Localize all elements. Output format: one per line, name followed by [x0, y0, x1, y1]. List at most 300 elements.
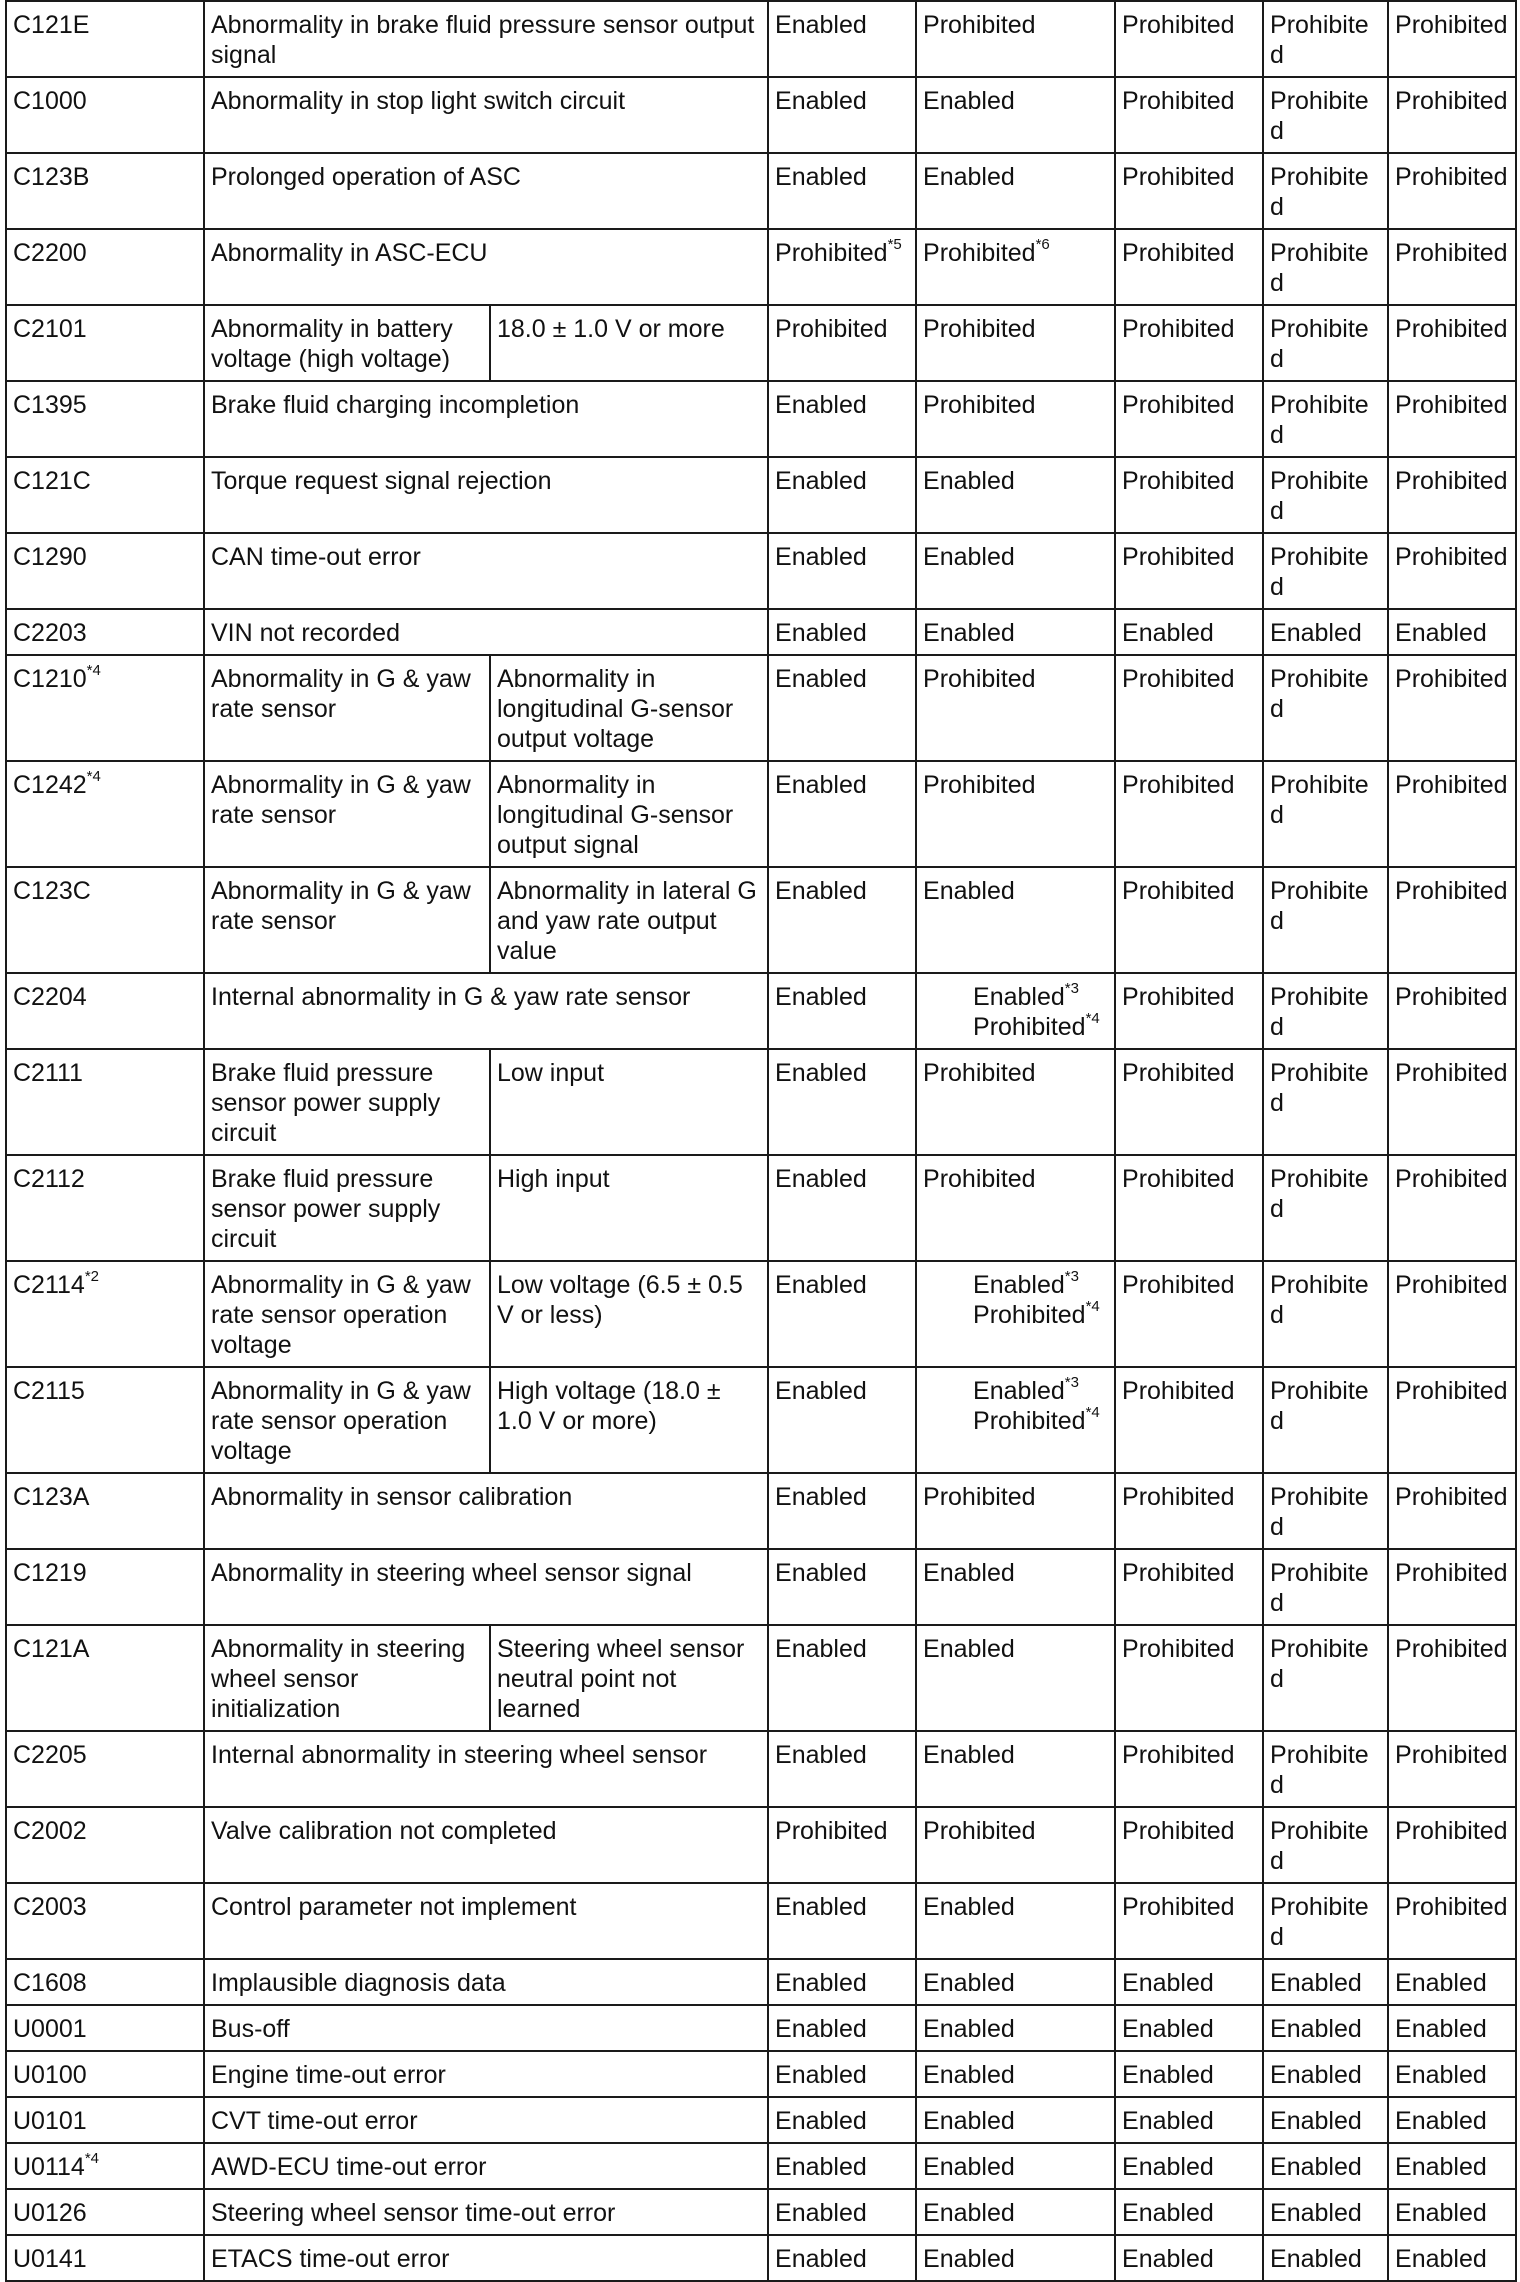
status-text: Enabled — [923, 2107, 1015, 2135]
status-text: Prohibited — [1122, 87, 1235, 115]
status-text: Enabled — [775, 1483, 867, 1511]
dtc-code-cell — [6, 533, 204, 609]
status-text: Prohibited — [1395, 1271, 1508, 1299]
table-row — [6, 1883, 1516, 1959]
table-row — [6, 305, 1516, 381]
status-text: Prohibited — [1122, 665, 1235, 693]
table-row — [6, 1049, 1516, 1155]
status-text: Prohibited — [1122, 391, 1235, 419]
status-cell-5 — [1388, 1049, 1516, 1155]
status-cell-3 — [1115, 153, 1263, 229]
status-cell-1 — [768, 1049, 916, 1155]
status-line — [973, 1403, 1109, 1436]
dtc-code: C121A — [13, 1635, 90, 1663]
status-text: Prohibited — [1122, 1817, 1235, 1845]
status-cell-2 — [916, 655, 1115, 761]
status-cell-1 — [768, 2143, 916, 2189]
status-text: Enabled — [775, 1559, 867, 1587]
table-row — [6, 1155, 1516, 1261]
status-cell-1 — [768, 1367, 916, 1473]
status-text: Prohibited — [1270, 1559, 1369, 1617]
status-cell-3 — [1115, 2235, 1263, 2281]
status-text: Prohibited — [1395, 543, 1508, 571]
table-row — [6, 2005, 1516, 2051]
status-cell-1 — [768, 867, 916, 973]
dtc-description: Abnormality in G & yaw rate sensor — [204, 867, 490, 973]
status-text: Prohibited — [1395, 665, 1508, 693]
status-cell-2 — [916, 2235, 1115, 2281]
status-cell-2 — [916, 2005, 1115, 2051]
dtc-condition: High voltage (18.0 ± 1.0 V or more) — [490, 1367, 768, 1473]
dtc-description: Abnormality in G & yaw rate sensor — [204, 655, 490, 761]
status-cell-2 — [916, 1625, 1115, 1731]
status-cell-4 — [1263, 533, 1388, 609]
status-text: Enabled — [1270, 619, 1362, 647]
table-row — [6, 1731, 1516, 1807]
status-cell-1 — [768, 77, 916, 153]
dtc-code-cell — [6, 1, 204, 77]
table-row — [6, 1, 1516, 77]
status-text: Prohibited — [775, 239, 888, 267]
dtc-code-cell — [6, 1731, 204, 1807]
dtc-description: Valve calibration not completed — [204, 1807, 768, 1883]
status-text: Prohibited — [1122, 1741, 1235, 1769]
dtc-table-body — [6, 1, 1516, 2281]
table-row — [6, 609, 1516, 655]
status-text: Enabled — [923, 2199, 1015, 2227]
status-cell-4 — [1263, 1, 1388, 77]
status-cell-5 — [1388, 381, 1516, 457]
status-text: Enabled — [923, 2015, 1015, 2043]
status-cell-2 — [916, 2143, 1115, 2189]
status-text: Prohibited — [1270, 771, 1369, 829]
dtc-code-cell — [6, 1807, 204, 1883]
dtc-description: Brake fluid charging incompletion — [204, 381, 768, 457]
dtc-code: C2115 — [13, 1377, 85, 1405]
status-text: Prohibited — [1122, 983, 1235, 1011]
status-cell-5 — [1388, 1883, 1516, 1959]
status-text: Enabled — [973, 983, 1065, 1011]
status-cell-2 — [916, 609, 1115, 655]
status-text: Enabled — [775, 467, 867, 495]
status-text: Prohibited — [1395, 1559, 1508, 1587]
dtc-code-cell — [6, 153, 204, 229]
dtc-code-cell — [6, 1049, 204, 1155]
status-text: Prohibited — [1395, 11, 1508, 39]
status-text: Prohibited — [1122, 163, 1235, 191]
status-cell-3 — [1115, 1155, 1263, 1261]
status-cell-3 — [1115, 1049, 1263, 1155]
status-cell-3 — [1115, 2097, 1263, 2143]
status-text: Prohibited — [1395, 163, 1508, 191]
table-row — [6, 655, 1516, 761]
status-text: Prohibited — [1395, 315, 1508, 343]
status-cell-2 — [916, 973, 1115, 1049]
status-line — [973, 1373, 1109, 1406]
status-cell-4 — [1263, 2097, 1388, 2143]
status-cell-5 — [1388, 1731, 1516, 1807]
dtc-code-cell — [6, 2143, 204, 2189]
status-cell-4 — [1263, 1549, 1388, 1625]
status-text: Enabled — [923, 467, 1015, 495]
status-cell-2 — [916, 761, 1115, 867]
status-text: Prohibited — [923, 11, 1036, 39]
status-text: Prohibited — [923, 391, 1036, 419]
status-cell-1 — [768, 1731, 916, 1807]
status-cell-4 — [1263, 305, 1388, 381]
status-text: Prohibited — [1270, 665, 1369, 723]
status-cell-4 — [1263, 229, 1388, 305]
table-row — [6, 2189, 1516, 2235]
status-text: Enabled — [775, 1635, 867, 1663]
status-cell-4 — [1263, 761, 1388, 867]
dtc-code: U0100 — [13, 2061, 87, 2089]
dtc-description: Torque request signal rejection — [204, 457, 768, 533]
footnote-marker: *2 — [84, 1267, 100, 1285]
table-row — [6, 1625, 1516, 1731]
status-cell-3 — [1115, 867, 1263, 973]
status-cell-1 — [768, 1625, 916, 1731]
dtc-code: C2204 — [13, 983, 87, 1011]
status-text: Prohibited — [923, 771, 1036, 799]
status-cell-5 — [1388, 2143, 1516, 2189]
dtc-code-cell — [6, 77, 204, 153]
status-line — [973, 1267, 1109, 1300]
status-text: Enabled — [775, 2015, 867, 2043]
status-text: Enabled — [1122, 2153, 1214, 2181]
status-text: Enabled — [775, 2245, 867, 2273]
status-text: Prohibited — [1270, 877, 1369, 935]
status-cell-5 — [1388, 609, 1516, 655]
status-text: Enabled — [1270, 2107, 1362, 2135]
status-text: Prohibited — [1122, 877, 1235, 905]
status-cell-2 — [916, 1049, 1115, 1155]
status-cell-2 — [916, 1367, 1115, 1473]
footnote-marker: *3 — [1064, 1373, 1079, 1391]
status-text: Prohibited — [1395, 391, 1508, 419]
dtc-code-cell — [6, 973, 204, 1049]
status-text: Prohibited — [1395, 877, 1508, 905]
dtc-code-cell — [6, 229, 204, 305]
dtc-condition: Low input — [490, 1049, 768, 1155]
dtc-code-cell — [6, 1261, 204, 1367]
status-stack — [923, 979, 1109, 1042]
status-text: Enabled — [775, 1271, 867, 1299]
dtc-code-cell — [6, 2051, 204, 2097]
status-text: Prohibited — [1122, 771, 1235, 799]
status-text: Prohibited — [923, 1165, 1036, 1193]
status-text: Prohibited — [923, 315, 1036, 343]
dtc-code: U0101 — [13, 2107, 87, 2135]
status-cell-1 — [768, 1261, 916, 1367]
status-cell-5 — [1388, 761, 1516, 867]
footnote-marker: *5 — [887, 235, 902, 253]
status-cell-2 — [916, 1549, 1115, 1625]
status-text: Prohibited — [1270, 467, 1369, 525]
status-cell-3 — [1115, 2005, 1263, 2051]
status-text: Enabled — [1270, 2245, 1362, 2273]
dtc-condition: Low voltage (6.5 ± 0.5 V or less) — [490, 1261, 768, 1367]
status-text: Prohibited — [1395, 1741, 1508, 1769]
status-cell-5 — [1388, 2235, 1516, 2281]
status-cell-1 — [768, 381, 916, 457]
dtc-description: Abnormality in G & yaw rate sensor — [204, 761, 490, 867]
status-text: Prohibited — [1270, 1635, 1369, 1693]
status-cell-3 — [1115, 1883, 1263, 1959]
status-text: Enabled — [1395, 2245, 1487, 2273]
status-text: Enabled — [1395, 619, 1487, 647]
status-text: Prohibited — [1395, 1377, 1508, 1405]
dtc-description: Bus-off — [204, 2005, 768, 2051]
status-cell-5 — [1388, 1807, 1516, 1883]
status-cell-5 — [1388, 867, 1516, 973]
status-cell-2 — [916, 1807, 1115, 1883]
status-cell-2 — [916, 1155, 1115, 1261]
status-text: Enabled — [775, 1893, 867, 1921]
status-text: Prohibited — [1395, 87, 1508, 115]
status-text: Enabled — [775, 1741, 867, 1769]
status-text: Prohibited — [1395, 1059, 1508, 1087]
status-cell-1 — [768, 1807, 916, 1883]
status-text: Enabled — [775, 1059, 867, 1087]
status-cell-2 — [916, 229, 1115, 305]
status-cell-2 — [916, 1883, 1115, 1959]
status-cell-1 — [768, 1959, 916, 2005]
status-cell-4 — [1263, 1807, 1388, 1883]
status-cell-1 — [768, 761, 916, 867]
table-row — [6, 761, 1516, 867]
dtc-description: Internal abnormality in G & yaw rate sensor — [204, 973, 768, 1049]
status-text: Enabled — [1122, 2245, 1214, 2273]
status-cell-1 — [768, 1473, 916, 1549]
dtc-description: Engine time-out error — [204, 2051, 768, 2097]
status-text: Enabled — [1122, 2015, 1214, 2043]
status-text: Prohibited — [1270, 1377, 1369, 1435]
status-cell-2 — [916, 77, 1115, 153]
dtc-code: C2101 — [13, 315, 87, 343]
status-cell-2 — [916, 1261, 1115, 1367]
status-cell-4 — [1263, 1049, 1388, 1155]
dtc-condition: Abnormality in longitudinal G-sensor output signal — [490, 761, 768, 867]
status-cell-1 — [768, 655, 916, 761]
status-cell-1 — [768, 153, 916, 229]
status-text: Prohibited — [1270, 983, 1369, 1041]
status-text: Enabled — [923, 2061, 1015, 2089]
status-text: Prohibited — [1270, 11, 1369, 69]
status-text: Enabled — [1395, 2199, 1487, 2227]
status-cell-3 — [1115, 609, 1263, 655]
dtc-code-cell — [6, 1883, 204, 1959]
dtc-description: VIN not recorded — [204, 609, 768, 655]
status-text: Enabled — [923, 543, 1015, 571]
table-row — [6, 1261, 1516, 1367]
dtc-description: Prolonged operation of ASC — [204, 153, 768, 229]
table-row — [6, 77, 1516, 153]
status-text: Enabled — [923, 2153, 1015, 2181]
status-cell-1 — [768, 1, 916, 77]
table-row — [6, 2097, 1516, 2143]
status-cell-3 — [1115, 457, 1263, 533]
status-text: Prohibited — [923, 1817, 1036, 1845]
status-text: Enabled — [923, 619, 1015, 647]
status-text: Prohibited — [1395, 467, 1508, 495]
dtc-description: Abnormality in stop light switch circuit — [204, 77, 768, 153]
status-cell-4 — [1263, 973, 1388, 1049]
dtc-code: U0114 — [13, 2153, 85, 2181]
status-cell-5 — [1388, 305, 1516, 381]
status-text: Prohibited — [1122, 11, 1235, 39]
status-cell-4 — [1263, 2143, 1388, 2189]
status-cell-5 — [1388, 1473, 1516, 1549]
status-text: Prohibited — [1270, 391, 1369, 449]
status-cell-2 — [916, 2097, 1115, 2143]
status-cell-2 — [916, 867, 1115, 973]
dtc-table — [5, 0, 1517, 2282]
status-text: Prohibited — [1270, 1893, 1369, 1951]
dtc-description: Implausible diagnosis data — [204, 1959, 768, 2005]
status-text: Prohibited — [1395, 983, 1508, 1011]
dtc-code: C2205 — [13, 1741, 87, 1769]
status-cell-4 — [1263, 381, 1388, 457]
dtc-code: C2112 — [13, 1165, 85, 1193]
status-cell-2 — [916, 457, 1115, 533]
status-cell-5 — [1388, 2005, 1516, 2051]
status-text: Prohibited — [1270, 1483, 1369, 1541]
status-cell-5 — [1388, 1, 1516, 77]
status-cell-5 — [1388, 2189, 1516, 2235]
status-cell-3 — [1115, 1367, 1263, 1473]
status-text: Enabled — [775, 1165, 867, 1193]
status-cell-1 — [768, 2005, 916, 2051]
status-cell-2 — [916, 1731, 1115, 1807]
status-text: Enabled — [973, 1271, 1065, 1299]
status-cell-3 — [1115, 1731, 1263, 1807]
dtc-code: C2111 — [13, 1059, 83, 1087]
dtc-code-cell — [6, 1155, 204, 1261]
table-row — [6, 1473, 1516, 1549]
status-cell-3 — [1115, 761, 1263, 867]
dtc-condition: Steering wheel sensor neutral point not learned — [490, 1625, 768, 1731]
status-cell-3 — [1115, 229, 1263, 305]
status-text: Prohibited — [1122, 239, 1235, 267]
status-text: Enabled — [1270, 1969, 1362, 1997]
status-text: Prohibited — [1270, 163, 1369, 221]
dtc-condition: Abnormality in longitudinal G-sensor output voltage — [490, 655, 768, 761]
status-stack — [923, 1373, 1109, 1436]
status-cell-1 — [768, 229, 916, 305]
status-cell-1 — [768, 2051, 916, 2097]
dtc-code: C121E — [13, 11, 90, 39]
status-cell-1 — [768, 2235, 916, 2281]
status-text: Enabled — [775, 87, 867, 115]
status-text: Enabled — [1122, 1969, 1214, 1997]
table-row — [6, 1807, 1516, 1883]
footnote-marker: *4 — [1085, 1403, 1100, 1421]
status-cell-2 — [916, 1473, 1115, 1549]
status-cell-2 — [916, 1, 1115, 77]
status-text: Prohibited — [1122, 1635, 1235, 1663]
status-text: Enabled — [1122, 2061, 1214, 2089]
status-cell-2 — [916, 1959, 1115, 2005]
status-text: Prohibited — [775, 315, 888, 343]
table-row — [6, 153, 1516, 229]
dtc-code: C123C — [13, 877, 91, 905]
status-cell-3 — [1115, 1549, 1263, 1625]
status-cell-4 — [1263, 655, 1388, 761]
status-text: Enabled — [923, 2245, 1015, 2273]
status-text: Enabled — [923, 1741, 1015, 1769]
status-cell-1 — [768, 533, 916, 609]
status-text: Prohibited — [1395, 1817, 1508, 1845]
status-text: Enabled — [1270, 2199, 1362, 2227]
status-text: Prohibited — [1122, 1893, 1235, 1921]
status-text: Enabled — [775, 2199, 867, 2227]
table-row — [6, 381, 1516, 457]
status-cell-3 — [1115, 1261, 1263, 1367]
status-cell-3 — [1115, 1, 1263, 77]
dtc-code: C2114 — [13, 1271, 85, 1299]
status-cell-1 — [768, 305, 916, 381]
status-cell-4 — [1263, 609, 1388, 655]
status-cell-4 — [1263, 153, 1388, 229]
status-text: Prohibited — [1270, 543, 1369, 601]
status-cell-1 — [768, 2189, 916, 2235]
status-text: Enabled — [923, 87, 1015, 115]
status-cell-3 — [1115, 1959, 1263, 2005]
status-cell-4 — [1263, 1625, 1388, 1731]
status-cell-5 — [1388, 2051, 1516, 2097]
dtc-code-cell — [6, 2005, 204, 2051]
dtc-code: C2003 — [13, 1893, 87, 1921]
status-text: Enabled — [1122, 2199, 1214, 2227]
status-text: Enabled — [775, 543, 867, 571]
status-cell-1 — [768, 2097, 916, 2143]
table-row — [6, 2051, 1516, 2097]
status-cell-3 — [1115, 2143, 1263, 2189]
status-cell-1 — [768, 973, 916, 1049]
status-text: Enabled — [775, 771, 867, 799]
table-row — [6, 1549, 1516, 1625]
status-cell-4 — [1263, 2235, 1388, 2281]
dtc-description: Brake fluid pressure sensor power supply circuit — [204, 1049, 490, 1155]
status-text: Enabled — [775, 163, 867, 191]
status-text: Prohibited — [1122, 1559, 1235, 1587]
dtc-code: C1242 — [13, 771, 87, 799]
status-cell-5 — [1388, 533, 1516, 609]
status-line — [973, 979, 1109, 1012]
status-cell-3 — [1115, 533, 1263, 609]
status-cell-1 — [768, 1883, 916, 1959]
dtc-condition: Abnormality in lateral G and yaw rate output value — [490, 867, 768, 973]
status-cell-1 — [768, 1549, 916, 1625]
status-text: Enabled — [775, 1969, 867, 1997]
status-text: Prohibited — [1122, 543, 1235, 571]
status-cell-5 — [1388, 2097, 1516, 2143]
status-cell-3 — [1115, 305, 1263, 381]
dtc-code-cell — [6, 1367, 204, 1473]
status-stack — [923, 1267, 1109, 1330]
dtc-code-cell — [6, 1549, 204, 1625]
dtc-code: C121C — [13, 467, 91, 495]
dtc-code-cell — [6, 867, 204, 973]
dtc-code: U0141 — [13, 2245, 87, 2273]
status-line — [973, 1297, 1109, 1330]
status-text: Prohibited — [1395, 239, 1508, 267]
dtc-code: C2200 — [13, 239, 87, 267]
status-text: Enabled — [1122, 2107, 1214, 2135]
dtc-description: ETACS time-out error — [204, 2235, 768, 2281]
dtc-condition: High input — [490, 1155, 768, 1261]
